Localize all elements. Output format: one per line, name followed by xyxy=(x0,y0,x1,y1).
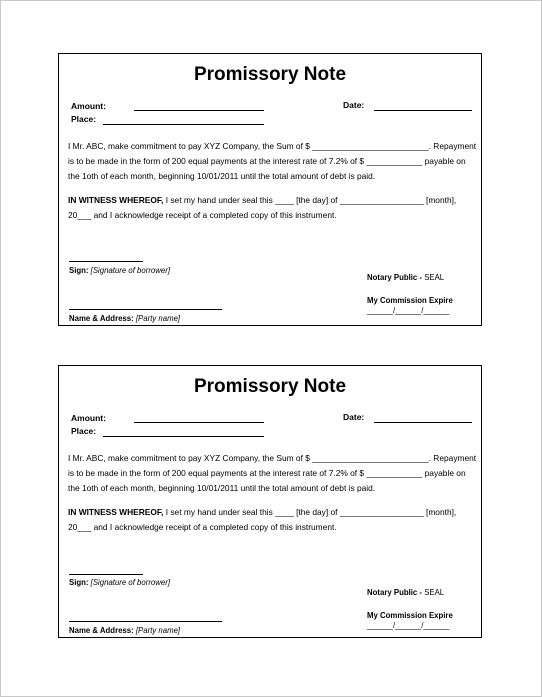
payment-terms-paragraph: I Mr. ABC, make commitment to pay XYZ Company, the Sum of $ _________________________. Repayment is to be made in the form of 200 equal payments at the interest rate of 7.2% of $ ____________ payable on the 1oth of each month, beginning 10/01/2011 until the total amount of debt is paid. xyxy=(68,141,477,182)
notary-label: Notary Public - xyxy=(367,273,423,282)
amount-field-line[interactable] xyxy=(134,422,264,423)
note-title: Promissory Note xyxy=(193,64,347,85)
commission-label: My Commission Expire xyxy=(367,296,453,305)
note-body xyxy=(68,139,478,223)
place-field-line[interactable] xyxy=(103,124,264,125)
sign-placeholder: [Signature of borrower] xyxy=(90,266,170,275)
payment-terms-paragraph: I Mr. ABC, make commitment to pay XYZ Company, the Sum of $ _________________________. Repayment is to be made in the form of 200 equal payments at the interest rate of 7.2% of $ ____________ payable on the 1oth of each month, beginning 10/01/2011 until the total amount of debt is paid. xyxy=(68,453,477,494)
commission-date-blanks[interactable]: ______/______/______ xyxy=(367,621,450,630)
witness-text: I set my hand under seal this ____ [the day] of __________________ [month], 20___ and I acknowledge receipt of a completed copy of this instrument. xyxy=(68,506,457,532)
witness-heading: IN WITNESS WHEREOF, xyxy=(68,506,164,517)
name-address-label: Name & Address: xyxy=(69,314,134,323)
place-field-line[interactable] xyxy=(103,436,264,437)
name-address-placeholder: [Party name] xyxy=(135,626,181,635)
notary-label: Notary Public - xyxy=(367,588,423,597)
notary-row xyxy=(367,273,444,282)
amount-label: Amount: xyxy=(71,413,106,423)
commission-date-blanks[interactable]: ______/______/______ xyxy=(367,306,450,315)
promissory-note-1 xyxy=(58,53,482,326)
signature-line[interactable] xyxy=(69,261,143,262)
date-field-line[interactable] xyxy=(374,110,472,111)
notary-row xyxy=(367,588,444,597)
name-address-line[interactable] xyxy=(69,309,222,310)
promissory-note-2 xyxy=(58,365,482,638)
sign-row xyxy=(69,578,170,587)
name-address-placeholder: [Party name] xyxy=(135,314,181,323)
sign-label: Sign: xyxy=(69,266,89,275)
seal-label: SEAL xyxy=(424,588,445,597)
witness-text: I set my hand under seal this ____ [the day] of __________________ [month], 20___ and I acknowledge receipt of a completed copy of this instrument. xyxy=(68,194,457,220)
signature-line[interactable] xyxy=(69,574,143,575)
sign-placeholder: [Signature of borrower] xyxy=(90,578,170,587)
place-label: Place: xyxy=(71,114,97,124)
note-title: Promissory Note xyxy=(193,376,347,397)
date-field-line[interactable] xyxy=(374,422,472,423)
name-address-line[interactable] xyxy=(69,621,222,622)
place-label: Place: xyxy=(71,426,97,436)
witness-paragraph xyxy=(68,193,478,223)
note-body xyxy=(68,451,478,535)
name-address-row xyxy=(69,314,180,323)
amount-field-line[interactable] xyxy=(134,110,264,111)
name-address-row xyxy=(69,626,180,635)
name-address-label: Name & Address: xyxy=(69,626,134,635)
sign-label: Sign: xyxy=(69,578,89,587)
date-label: Date: xyxy=(343,100,365,110)
witness-heading: IN WITNESS WHEREOF, xyxy=(68,194,164,205)
amount-label: Amount: xyxy=(71,101,106,111)
sign-row xyxy=(69,266,170,275)
commission-label: My Commission Expire xyxy=(367,611,453,620)
seal-label: SEAL xyxy=(424,273,445,282)
date-label: Date: xyxy=(343,412,365,422)
witness-paragraph xyxy=(68,505,478,535)
